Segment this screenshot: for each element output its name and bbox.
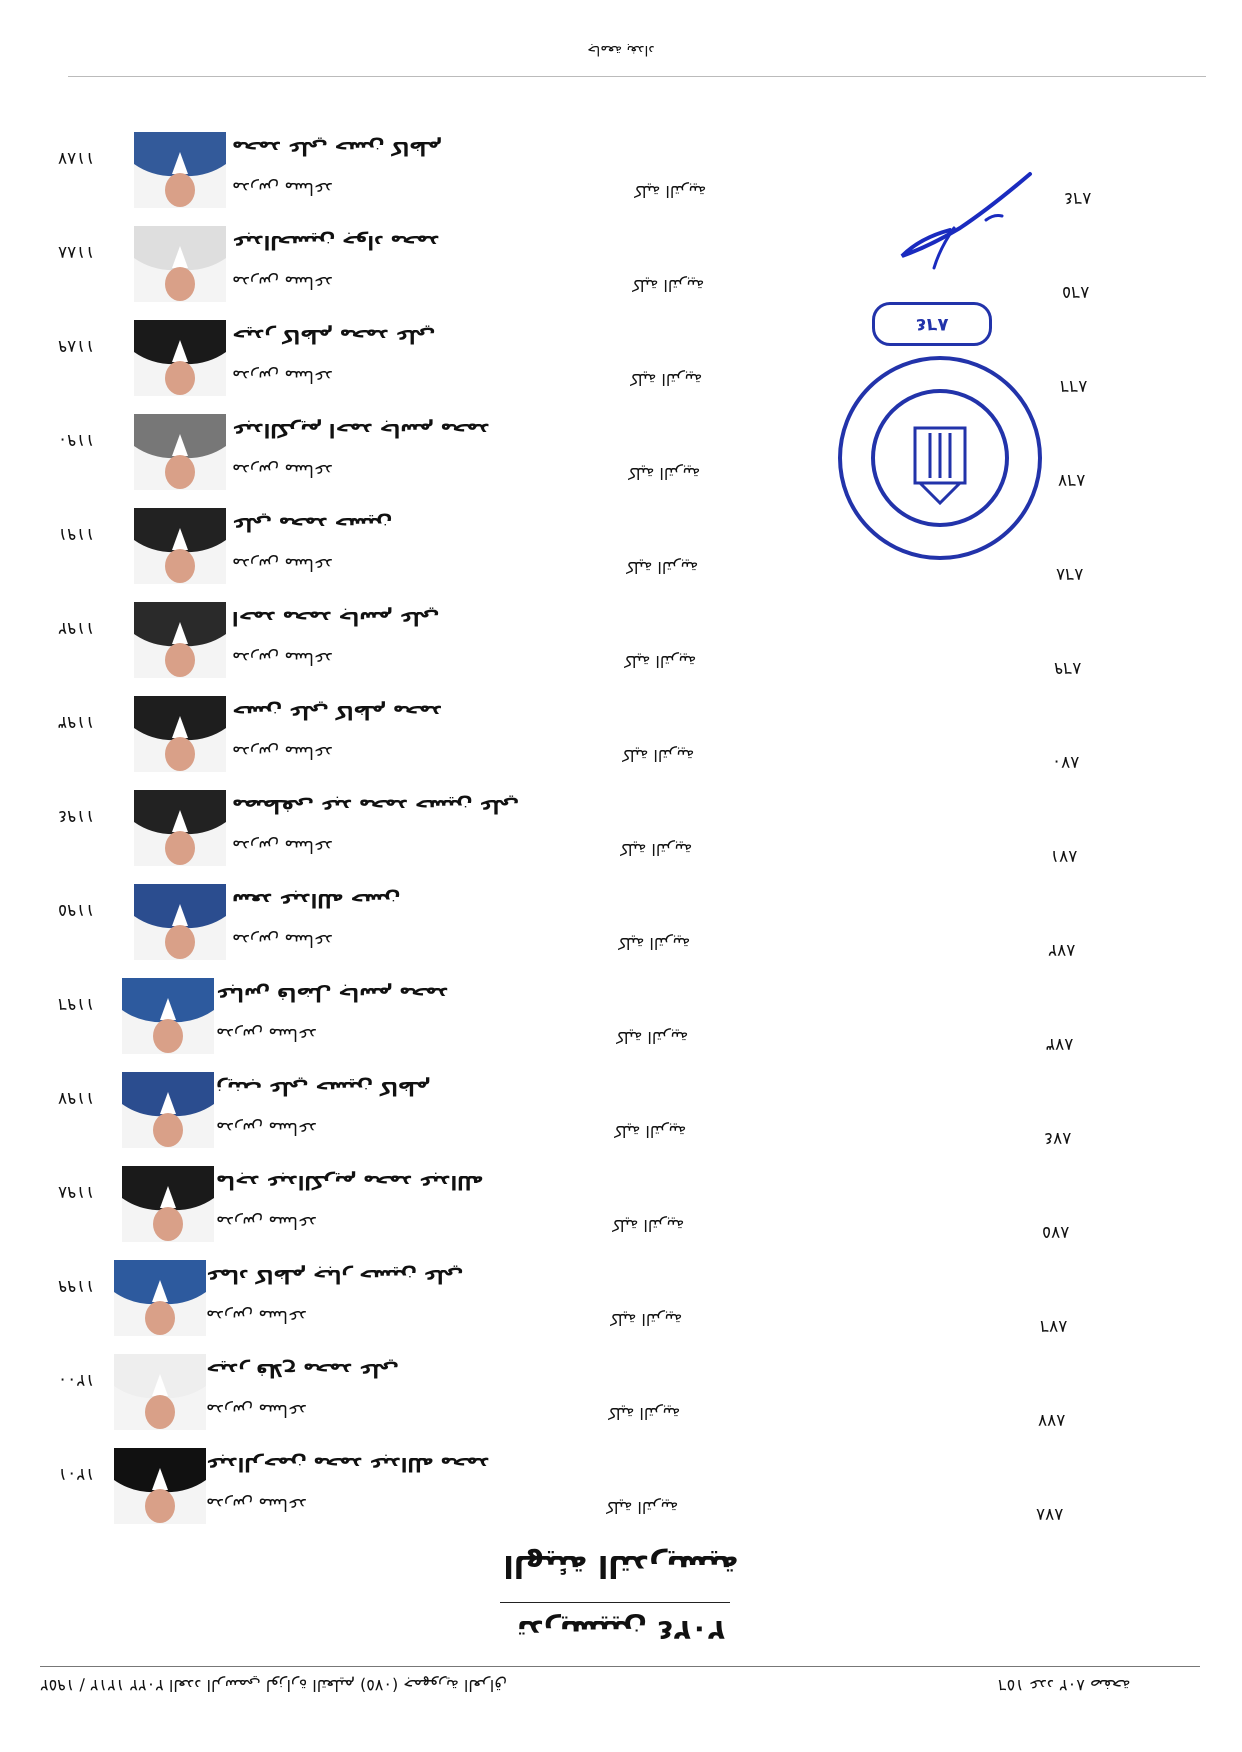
staff-department: كلية التربية [630,370,703,389]
record-number: ٨٧٤ [1044,1128,1072,1148]
staff-title: مدرس مساعد [206,1400,307,1420]
record-number: ٨٧٨ [1036,1504,1064,1524]
staff-department: كلية التربية [622,746,695,765]
staff-department: كلية التربية [606,1498,679,1517]
staff-row [0,1354,1242,1448]
record-number: ٨٧٧ [1038,1410,1066,1430]
staff-photo [114,1260,206,1336]
staff-department: كلية التربية [618,934,691,953]
footer-page-info: ١٥٦ عدد ٨٠٢ صفحة [998,1676,1131,1695]
staff-title: مدرس مساعد [232,836,333,856]
staff-row [0,320,1242,414]
staff-row [0,1166,1242,1260]
staff-title: مدرس مساعد [206,1494,307,1514]
staff-row [0,696,1242,790]
staff-title: مدرس مساعد [216,1212,317,1232]
staff-department: كلية التربية [610,1310,683,1329]
staff-photo [114,1354,206,1430]
staff-photo [134,320,226,396]
staff-row [0,1260,1242,1354]
staff-name: عبدالحسين جواد محمد [232,231,440,253]
staff-row [0,790,1242,884]
staff-title: مدرس مساعد [232,742,333,762]
staff-title: مدرس مساعد [232,648,333,668]
staff-name: عبدالرحمن محمد عبدالله محمد [206,1453,490,1475]
serial-number: ١١٩٠ [58,430,95,450]
staff-row [0,414,1242,508]
footer-subtitle: تدريسيين ٢٠٢٤ [517,1614,725,1647]
record-number: ٨٧٥ [1042,1222,1070,1242]
record-number: ٨٦٦ [1060,376,1088,396]
serial-number: ١١٨٧ [58,148,95,168]
staff-name: عماد كاظم جبار حسين علي [206,1265,464,1287]
staff-row [0,1448,1242,1542]
staff-name: محمد علي حسن كاظم [232,137,443,159]
staff-photo [134,226,226,302]
record-number: ٨٦٥ [1062,282,1090,302]
staff-photo [122,978,214,1054]
staff-department: كلية التربية [614,1122,687,1141]
serial-number: ١١٩٦ [58,994,95,1014]
staff-name: زينب علي حسين كاظم [216,1077,431,1099]
footer-title: الهيئة التدريسية [503,1548,739,1583]
record-number: ٨٦٩ [1054,658,1082,678]
footer-rule [40,1666,1200,1667]
staff-photo [134,790,226,866]
record-number: ٨٧٦ [1040,1316,1068,1336]
staff-name: ماجد عبدالكريم محمد عبدالله [216,1171,484,1193]
staff-row [0,884,1242,978]
staff-department: كلية التربية [624,652,697,671]
serial-number: ١١٨٨ [58,242,95,262]
staff-photo [134,884,226,960]
staff-department: كلية التربية [626,558,699,577]
stamp-number: ٨٦٤ [872,302,992,346]
footer-title-rule [500,1602,730,1603]
record-number: ٨٧٢ [1048,940,1076,960]
footer-official-line: ١٩٥٢ / ١٢١٢ ٢٠٢٢ العدد الرسمي لوزارة التعليم (٠٧٥) جمهورية العراق [40,1676,507,1695]
staff-photo [134,696,226,772]
serial-number: ١٢٠٠ [58,1370,95,1390]
serial-number: ١١٩٣ [58,712,95,732]
staff-row [0,132,1242,226]
staff-name: مصطفى عبد محمد حسين علي [232,795,520,817]
staff-title: مدرس مساعد [232,930,333,950]
staff-title: مدرس مساعد [206,1306,307,1326]
staff-name: احمد محمد جاسم علي [232,607,440,629]
staff-photo [114,1448,206,1524]
staff-photo [134,414,226,490]
staff-department: كلية التربية [608,1404,681,1423]
serial-number: ١١٩٤ [58,806,95,826]
staff-photo [134,602,226,678]
staff-name: سعد عبدالله حسن [232,889,401,911]
staff-department: كلية التربية [616,1028,689,1047]
staff-title: مدرس مساعد [232,272,333,292]
staff-title: مدرس مساعد [216,1024,317,1044]
serial-number: ١١٩٩ [58,1276,95,1296]
staff-department: كلية التربية [628,464,701,483]
staff-name: عبدالكريم احمد جاسم محمد [232,419,490,441]
staff-photo [122,1166,214,1242]
record-number: ٨٧٠ [1052,752,1080,772]
staff-photo [134,132,226,208]
staff-title: مدرس مساعد [232,554,333,574]
staff-row [0,602,1242,696]
staff-title: مدرس مساعد [232,460,333,480]
record-number: ٨٧٣ [1046,1034,1074,1054]
staff-department: كلية التربية [632,276,705,295]
staff-title: مدرس مساعد [232,178,333,198]
header-rule [68,76,1206,77]
serial-number: ١١٩٢ [58,618,95,638]
serial-number: ١١٩٨ [58,1182,95,1202]
staff-photo [122,1072,214,1148]
staff-row [0,508,1242,602]
staff-name: حيدر كاظم محمد علي [232,325,436,347]
record-number: ٨٦٤ [1064,188,1092,208]
page-header: جامعة بغداد [587,42,655,58]
record-number: ٨٦٧ [1058,470,1086,490]
serial-number: ١١٨٩ [58,336,95,356]
staff-department: كلية التربية [612,1216,685,1235]
staff-photo [134,508,226,584]
staff-department: كلية التربية [620,840,693,859]
serial-number: ١١٩٧ [58,1088,95,1108]
staff-department: كلية التربية [634,182,707,201]
record-number: ٨٦٨ [1056,564,1084,584]
serial-number: ١٢٠١ [58,1464,95,1484]
serial-number: ١١٩٥ [58,900,95,920]
staff-name: عباس فاضل جاسم محمد [216,983,449,1005]
serial-number: ١١٩١ [58,524,95,544]
staff-title: مدرس مساعد [232,366,333,386]
staff-name: حيدر فلاح محمد علي [206,1359,399,1381]
staff-title: مدرس مساعد [216,1118,317,1138]
staff-row [0,978,1242,1072]
staff-row [0,226,1242,320]
staff-row [0,1072,1242,1166]
record-number: ٨٧١ [1050,846,1078,866]
staff-name: علي محمد حسين [232,513,393,535]
staff-name: حسن علي كاظم محمد [232,701,443,723]
